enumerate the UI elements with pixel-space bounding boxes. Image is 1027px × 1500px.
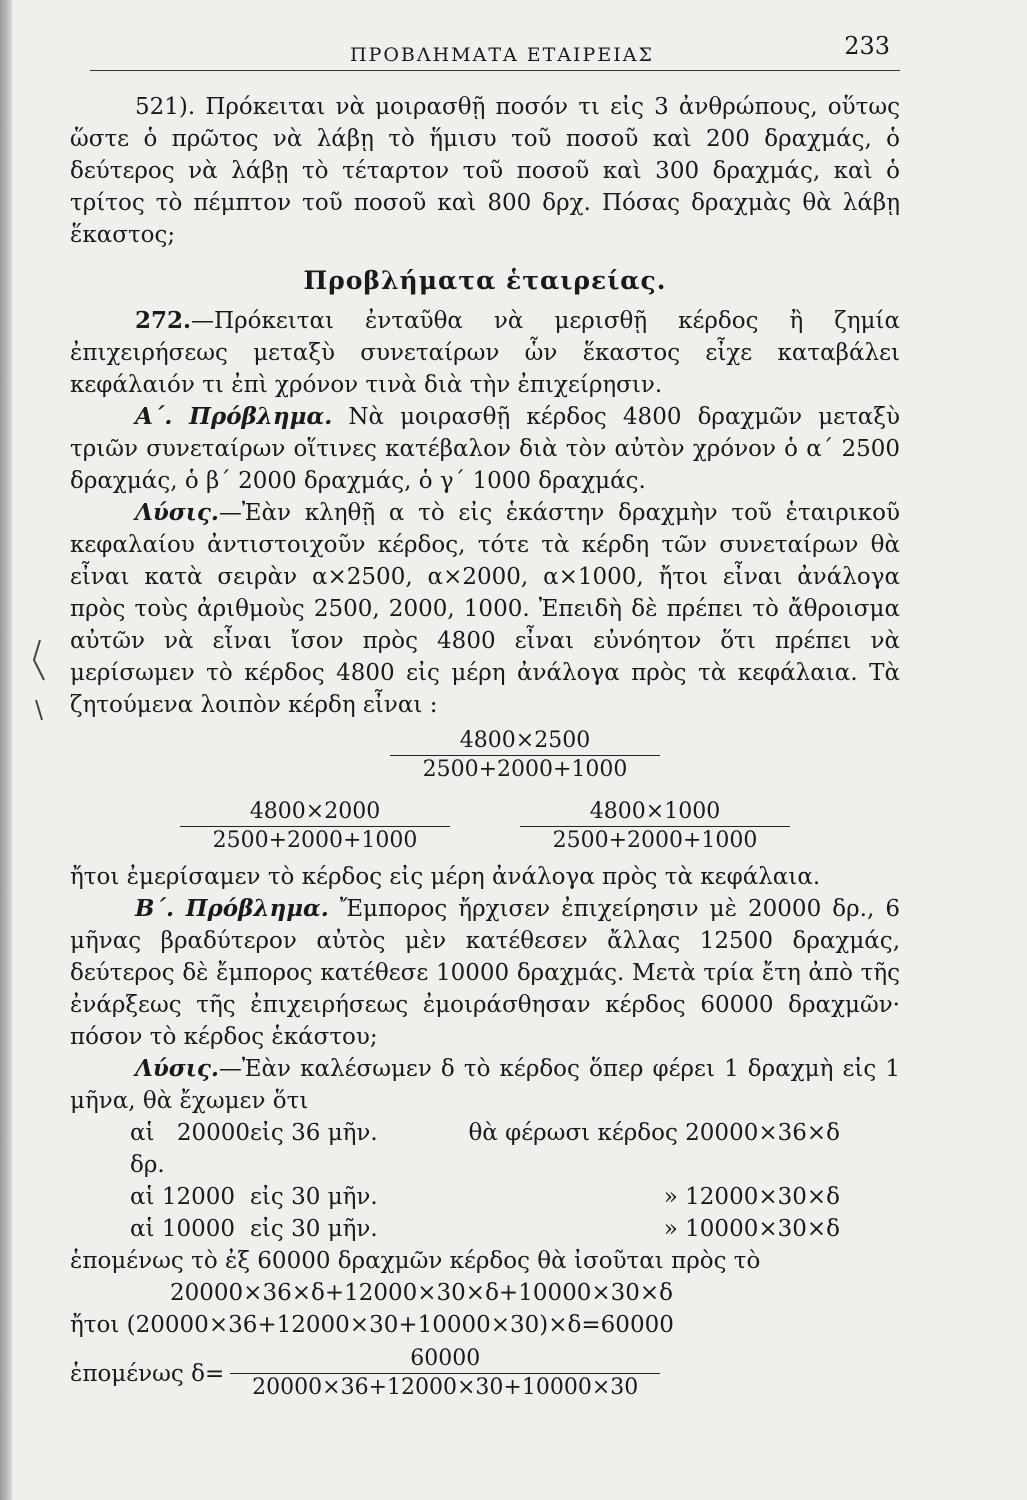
final-equation [70,1345,900,1402]
section-heading: Προβλήματα ἑταιρείας. [303,266,667,295]
solution-a-label: Λύσις. [135,499,219,526]
problem-a-text: Νὰ μοιρασθῇ κέρδος 4800 δραχμῶν μεταξὺ τριῶν συνεταίρων οἵτινες κατέβαλον διὰ τὸν αὐτὸν χρόνον ὁ α΄ 2500 δραχμάς, ὁ β΄ 2000 δραχμάς, ὁ γ΄ 1000 δραχμάς. [70,404,900,494]
calc-row-2-c: » 12000×30×δ [663,1184,840,1210]
binding-holes [30,640,50,740]
fraction-3 [520,798,790,855]
fraction-2-denominator: 2500+2000+1000 [212,828,418,853]
section-number: 272. [135,307,192,334]
calc-row-3-a: αἱ 10000 [130,1216,236,1242]
final-lhs: ἑπομένως δ= [70,1360,225,1387]
fraction-1-numerator: 4800×2500 [459,728,591,753]
solution-b-paragraph [70,1053,900,1117]
fraction-1 [150,727,900,784]
final-denominator: 20000×36+12000×30+10000×30 [252,1375,639,1400]
page-number: 233 [844,32,890,60]
calc-row-2-a: αἱ 12000 [130,1184,236,1210]
section-272-paragraph [70,305,900,401]
equation-2: ἤτοι (20000×36+12000×30+10000×30)×δ=60000 [70,1312,674,1338]
fraction-2 [180,798,450,855]
fractions-2-3 [70,798,900,855]
calc-row-1-b: εἰς 36 μῆν. [250,1120,378,1146]
problem-b-text: Ἔμπορος ἤρχισεν ἐπιχείρησιν μὲ 20000 δρ., 6 μῆνας βραδύτερον αὐτὸς μὲν κατέθεσεν ἄλλας 12500 δραχμάς, δεύτερος δὲ ἔμπορος κατέθεσε 10000 δραχμάς. Μετὰ τρία ἔτη ἀπὸ τῆς ἐνάρξεως τῆς ἐπιχειρήσεως ἐμοιράσθησαν κέρδος 60000 δραχμῶν· πόσον τὸ κέρδος ἑκάστου; [70,896,900,1050]
problem-a-paragraph [70,401,900,497]
fraction-1-denominator: 2500+2000+1000 [422,757,628,782]
page-header [90,30,900,71]
after-calculation: ἑπομένως τὸ ἐξ 60000 δραχμῶν κέρδος θὰ ἰσοῦται πρὸς τὸ [70,1248,761,1274]
solution-b-label: Λύσις. [135,1055,219,1082]
equation-1: 20000×36×δ+12000×30×δ+10000×30×δ [170,1280,674,1306]
calculation-table [70,1117,900,1245]
conclusion-a: ἤτοι ἐμερίσαμεν τὸ κέρδος εἰς μέρη ἀνάλογα πρὸς τὰ κεφάλαια. [70,864,821,890]
solution-a-text: —Ἐὰν κληθῇ α τὸ εἰς ἑκάστην δραχμὴν τοῦ ἑταιρικοῦ κεφαλαίου ἀντιστοιχοῦν κέρδος, τότε τὰ κέρδη τῶν συνεταίρων θὰ εἶναι κατὰ σειρὰν α×2500, α×2000, α×1000, ἤτοι εἶναι ἀνάλογα πρὸς τοὺς ἀριθμοὺς 2500, 2000, 1000. Ἐπειδὴ δὲ πρέπει τὸ ἄθροισμα αὐτῶν νὰ εἶναι ἴσον πρὸς 4800 εἶναι εὐνόητον ὅτι πρέπει νὰ μερίσωμεν τὸ κέρδος 4800 εἰς μέρη ἀνάλογα πρὸς τὰ κεφάλαια. Τὰ ζητούμενα λοιπὸν κέρδη εἶναι : [70,500,900,718]
solution-b-text: —Ἐὰν καλέσωμεν δ τὸ κέρδος ὅπερ φέρει 1 δραχμὴ εἰς 1 μῆνα, θὰ ἔχωμεν ὅτι [70,1056,900,1114]
calc-row-3-b: εἰς 30 μῆν. [250,1216,378,1242]
fraction-2-numerator: 4800×2000 [249,799,381,824]
running-title: ΠΡΟΒΛΗΜΑΤΑ ΕΤΑΙΡΕΙΑΣ [350,44,654,66]
section-272-text: —Πρόκειται ἐνταῦθα νὰ μερισθῇ κέρδος ἢ ζημία ἐπιχειρήσεως μεταξὺ συνεταίρων ὧν ἕκαστος εἶχε καταβάλει κεφάλαιόν τι ἐπὶ χρόνον τινὰ διὰ τὴν ἐπιχείρησιν. [70,308,900,398]
page-binding-edge [0,0,12,1500]
calc-row-1-a: αἱ 20000 δρ. [130,1120,250,1178]
problem-a-label: Α΄. Πρόβλημα. [135,403,333,430]
main-text [70,91,900,1402]
calc-row-1-c: θὰ φέρωσι κέρδος 20000×36×δ [468,1120,840,1146]
intro-paragraph: 521). Πρόκειται νὰ μοιρασθῇ ποσόν τι εἰς 3 ἀνθρώπους, οὕτως ὥστε ὁ πρῶτος νὰ λάβῃ τὸ ἥμισυ τοῦ ποσοῦ καὶ 200 δραχμάς, ὁ δεύτερος νὰ λάβῃ τὸ τέταρτον τοῦ ποσοῦ καὶ 300 δραχμάς, καὶ ὁ τρίτος τὸ πέμπτον τοῦ ποσοῦ καὶ 800 δρχ. Πόσας δραχμὰς θὰ λάβῃ ἕκαστος; [70,94,900,248]
problem-b-label: Β΄. Πρόβλημα. [135,895,329,922]
calc-row-2-b: εἰς 30 μῆν. [250,1184,378,1210]
final-numerator: 60000 [410,1346,481,1371]
solution-a-paragraph [70,497,900,721]
calc-row-3-c: » 10000×30×δ [663,1216,840,1242]
problem-b-paragraph [70,893,900,1053]
fraction-3-denominator: 2500+2000+1000 [552,828,758,853]
book-page [70,30,900,1402]
fraction-3-numerator: 4800×1000 [589,799,721,824]
